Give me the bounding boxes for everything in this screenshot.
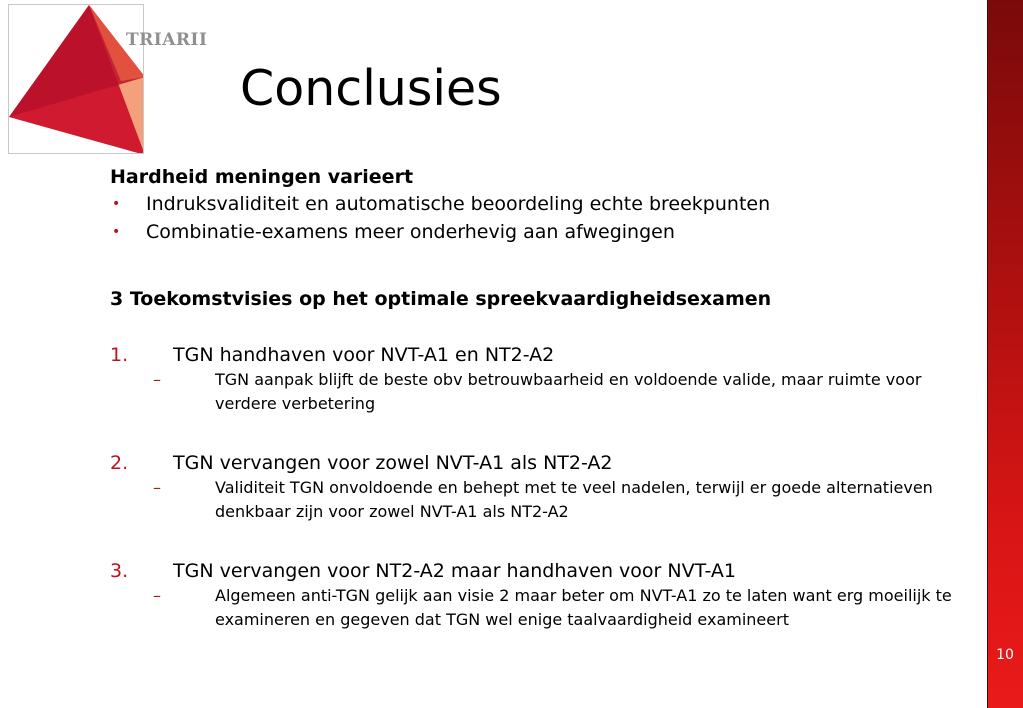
dash-icon: – [153, 478, 161, 497]
item-number: 2. [110, 452, 129, 474]
bullet-text: Indruksvaliditeit en automatische beoordeling echte breekpunten [146, 193, 771, 215]
item-number: 3. [110, 560, 129, 582]
bullet-icon: • [112, 224, 121, 240]
triangle-logo-icon [9, 5, 144, 154]
item-number: 1. [110, 344, 129, 366]
bullet-item [110, 190, 980, 218]
page-number: 10 [996, 647, 1014, 663]
sub-item [110, 368, 980, 416]
item-text: TGN vervangen voor NT2-A2 maar handhaven voor NVT-A1 [173, 560, 736, 582]
sub-item-text: Algemeen anti-TGN gelijk aan visie 2 maar beter om NVT-A1 zo te laten want erg moeilijk te examineren en gegeven dat TGN wel enige taalvaardigheid examineert [215, 586, 952, 629]
numbered-item [110, 342, 980, 368]
bullet-item [110, 218, 980, 246]
section-heading: Hardheid meningen varieert [110, 166, 414, 188]
sub-item-text: Validiteit TGN onvoldoende en behept met te veel nadelen, terwijl er goede alternatieven denkbaar zijn voor zowel NVT-A1 als NT2-A2 [215, 478, 933, 521]
dash-icon: – [153, 370, 161, 389]
sub-item-text: TGN aanpak blijft de beste obv betrouwbaarheid en voldoende valide, maar ruimte voor verdere verbetering [215, 370, 922, 413]
section-heading: 3 Toekomstvisies op het optimale spreekvaardigheidsexamen [110, 288, 772, 310]
brand-name: TRIARII [126, 30, 208, 50]
side-bar [987, 0, 1023, 708]
item-text: TGN vervangen voor zowel NVT-A1 als NT2-A2 [173, 452, 613, 474]
slide-content [110, 164, 980, 632]
logo [8, 4, 144, 154]
item-text: TGN handhaven voor NVT-A1 en NT2-A2 [173, 344, 555, 366]
numbered-item [110, 558, 980, 584]
bullet-icon: • [112, 196, 121, 212]
dash-icon: – [153, 586, 161, 605]
sub-item [110, 584, 980, 632]
slide-title: Conclusies [240, 60, 502, 117]
numbered-item [110, 450, 980, 476]
sub-item [110, 476, 980, 524]
bullet-text: Combinatie-examens meer onderhevig aan afwegingen [146, 221, 675, 243]
